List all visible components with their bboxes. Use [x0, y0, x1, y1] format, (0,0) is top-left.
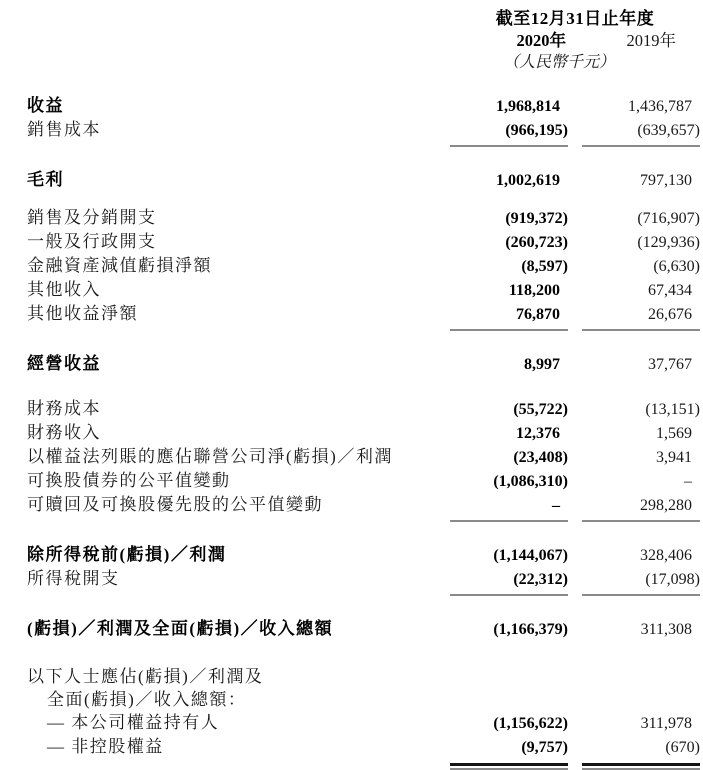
statement-row: [27, 665, 700, 688]
value-2019: 298,280: [582, 494, 700, 522]
value-2019: 311,978: [640, 715, 692, 732]
row-label: 可贖回及可換股優先股的公平值變動: [27, 495, 323, 514]
statement-row: [27, 567, 700, 596]
value-2019: (670): [582, 736, 700, 766]
row-label: 以下人士應佔(虧損)／利潤及: [27, 667, 264, 686]
value-2019: (17,098): [582, 568, 700, 596]
row-label: 除所得稅前(虧損)／利潤: [27, 545, 227, 564]
value-2020: (23,408): [513, 449, 568, 466]
statement-row: [27, 352, 700, 376]
statement-row: [27, 118, 700, 147]
row-label: 可換股債券的公平值變動: [27, 471, 231, 490]
statement-row: [27, 206, 700, 230]
value-2019: (13,151): [645, 401, 700, 418]
value-2019: (6,630): [653, 258, 700, 275]
value-2020: (8,597): [521, 258, 568, 275]
statement-row: [27, 421, 700, 445]
row-label: 其他收益淨額: [27, 304, 138, 323]
value-2020: (9,757): [450, 736, 568, 766]
statement-row: [27, 688, 700, 711]
value-2019: 797,130: [640, 172, 692, 189]
statement-row: [27, 617, 700, 641]
value-2019: 1,569: [656, 425, 692, 442]
row-label: 財務成本: [27, 399, 101, 418]
row-label: — 本公司權益持有人: [47, 713, 220, 732]
column-header-2020: 2020年: [516, 31, 566, 50]
row-label: 金融資產減值虧損淨額: [27, 256, 212, 275]
value-2020: (966,195): [450, 119, 568, 147]
value-2020: 76,870: [450, 303, 568, 331]
value-2019: –: [684, 473, 692, 490]
row-label: — 非控股權益: [47, 737, 164, 756]
statement-row: [27, 254, 700, 278]
value-2020: (1,156,622): [493, 715, 568, 732]
value-2020: 12,376: [516, 425, 560, 442]
row-label: 其他收入: [27, 280, 101, 299]
row-label: 所得稅開支: [27, 569, 120, 588]
year-columns: [450, 30, 700, 52]
statement-row: [27, 278, 700, 302]
row-label: 銷售及分銷開支: [27, 208, 157, 227]
row-label: 毛利: [27, 170, 64, 189]
value-2020: 1,002,619: [496, 172, 560, 189]
value-2019: 37,767: [648, 356, 692, 373]
statement-row: [27, 168, 700, 192]
row-label: 一般及行政開支: [27, 232, 157, 251]
statement-row: [27, 735, 700, 766]
value-2019: 1,436,787: [628, 98, 692, 115]
statement-row: [27, 397, 700, 421]
statement-row: [27, 493, 700, 522]
value-2019: 328,406: [640, 547, 692, 564]
value-2020: 118,200: [508, 282, 560, 299]
value-2020: –: [450, 494, 568, 522]
statement-row: [27, 445, 700, 469]
value-2019: 3,941: [656, 449, 692, 466]
value-2020: (919,372): [505, 210, 568, 227]
value-2020: (260,723): [505, 234, 568, 251]
value-2020: 8,997: [524, 356, 560, 373]
value-2019: 311,308: [640, 621, 692, 638]
row-label: 收益: [27, 96, 64, 115]
statement-header: [450, 8, 700, 74]
statement-body: [27, 94, 700, 766]
row-label: 以權益法列賬的應佔聯營公司淨(虧損)／利潤: [27, 447, 393, 466]
value-2019: 67,434: [648, 282, 692, 299]
value-2020: 1,968,814: [496, 98, 560, 115]
row-label: 銷售成本: [27, 120, 101, 139]
value-2020: (55,722): [513, 401, 568, 418]
row-label: (虧損)／利潤及全面(虧損)／收入總額: [27, 619, 334, 638]
currency-note: （人民幣千元）: [502, 54, 615, 71]
statement-row: [27, 711, 700, 735]
statement-row: [27, 543, 700, 567]
value-2019: (716,907): [637, 210, 700, 227]
column-header-2019: 2019年: [626, 31, 676, 50]
value-2020: (1,086,310): [493, 473, 568, 490]
statement-row: [27, 94, 700, 118]
row-label: 財務收入: [27, 423, 101, 442]
value-2019: (129,936): [637, 234, 700, 251]
value-2019: (639,657): [582, 119, 700, 147]
row-label: 經營收益: [27, 354, 101, 373]
value-2020: (1,166,379): [493, 621, 568, 638]
period-title: 截至12月31日止年度: [495, 9, 655, 28]
row-label: 全面(虧損)／收入總額：: [47, 690, 247, 709]
statement-row: [27, 469, 700, 493]
value-2019: 26,676: [582, 303, 700, 331]
value-2020: (22,312): [450, 568, 568, 596]
value-2020: (1,144,067): [493, 547, 568, 564]
statement-row: [27, 302, 700, 331]
statement-row: [27, 230, 700, 254]
